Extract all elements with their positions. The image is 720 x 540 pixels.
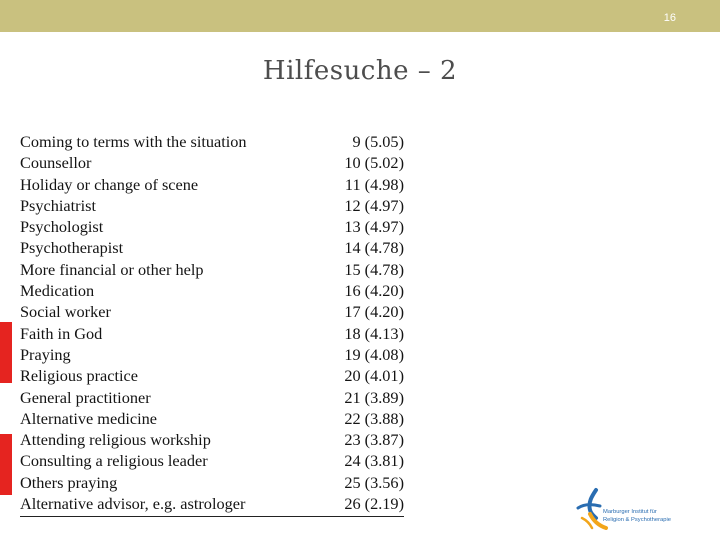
table-row xyxy=(20,365,404,386)
row-label: Consulting a religious leader xyxy=(20,451,208,471)
row-rank: 12 (4.97) xyxy=(344,195,404,215)
row-rank: 21 (3.89) xyxy=(344,387,404,407)
row-rank: 25 (3.56) xyxy=(344,472,404,492)
row-rank: 13 (4.97) xyxy=(344,217,404,237)
table-row xyxy=(20,344,404,365)
row-label: Attending religious workship xyxy=(20,430,211,450)
table-row xyxy=(20,472,404,493)
highlight-marker-religious-help xyxy=(0,434,12,495)
row-label: Psychotherapist xyxy=(20,238,124,258)
table-row xyxy=(20,429,404,450)
table-row xyxy=(20,195,404,216)
table-row xyxy=(20,301,404,322)
row-label: Others praying xyxy=(20,472,118,492)
logo-line-1: Marburger Institut für xyxy=(603,509,657,515)
table-row xyxy=(20,450,404,471)
highlight-marker-religious-coping xyxy=(0,322,12,383)
row-label: Faith in God xyxy=(20,323,103,343)
row-label: Psychologist xyxy=(20,217,104,237)
table-row xyxy=(20,174,404,195)
row-rank: 9 (5.05) xyxy=(352,132,404,151)
row-rank: 17 (4.20) xyxy=(344,302,404,322)
institute-logo-text xyxy=(603,508,693,524)
row-rank: 19 (4.08) xyxy=(344,344,404,364)
table-row xyxy=(20,237,404,258)
row-rank: 10 (5.02) xyxy=(344,153,404,173)
table-row xyxy=(20,493,404,514)
row-rank: 15 (4.78) xyxy=(344,259,404,279)
row-rank: 11 (4.98) xyxy=(344,174,404,194)
table-bottom-rule xyxy=(20,516,404,517)
row-rank: 24 (3.81) xyxy=(344,451,404,471)
row-label: More financial or other help xyxy=(20,259,204,279)
help-seeking-table xyxy=(20,131,404,514)
row-label: Holiday or change of scene xyxy=(20,174,199,194)
row-rank: 22 (3.88) xyxy=(344,408,404,428)
row-rank: 14 (4.78) xyxy=(344,238,404,258)
logo-line-2: Religion & Psychotherapie xyxy=(603,517,671,523)
table-row xyxy=(20,323,404,344)
row-label: Religious practice xyxy=(20,366,138,386)
row-label: Psychiatrist xyxy=(20,195,96,215)
row-label: Praying xyxy=(20,344,71,364)
row-label: Alternative advisor, e.g. astrologer xyxy=(20,494,246,514)
header-bar xyxy=(0,0,720,32)
row-rank: 20 (4.01) xyxy=(344,366,404,386)
row-rank: 23 (3.87) xyxy=(344,430,404,450)
row-label: Coming to terms with the situation xyxy=(20,132,247,151)
row-rank: 18 (4.13) xyxy=(344,323,404,343)
table-row xyxy=(20,387,404,408)
row-label: Social worker xyxy=(20,302,111,322)
table-row xyxy=(20,131,404,152)
row-label: Alternative medicine xyxy=(20,408,157,428)
table-row xyxy=(20,259,404,280)
row-label: General practitioner xyxy=(20,387,151,407)
table-row xyxy=(20,216,404,237)
row-rank: 16 (4.20) xyxy=(344,281,404,301)
row-label: Medication xyxy=(20,281,95,301)
slide-title: Hilfesuche – 2 xyxy=(262,56,458,86)
table-row xyxy=(20,408,404,429)
row-label: Counsellor xyxy=(20,153,92,173)
row-rank: 26 (2.19) xyxy=(344,494,404,514)
table-row xyxy=(20,280,404,301)
slide-number: 16 xyxy=(663,12,676,24)
table-row xyxy=(20,152,404,173)
